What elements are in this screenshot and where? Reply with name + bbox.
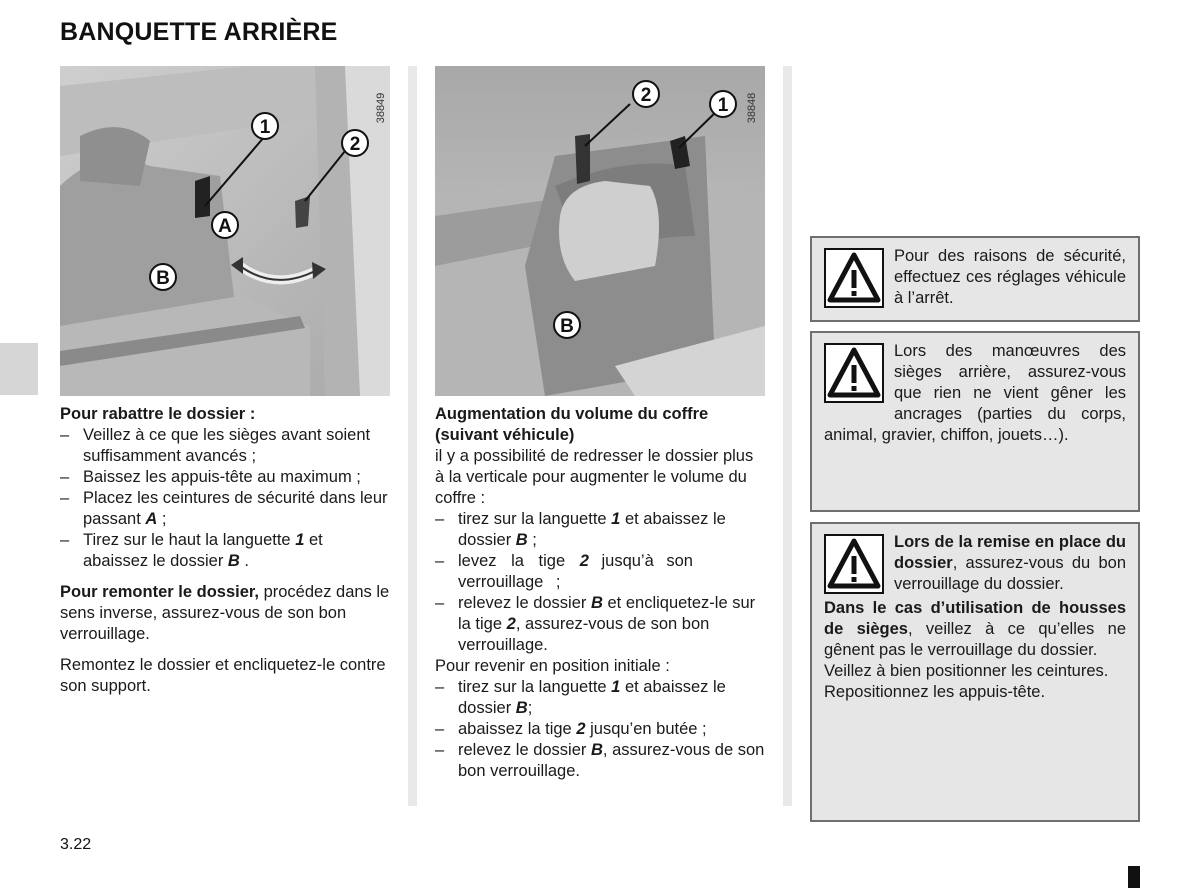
fold-heading: Pour rabattre le dossier :: [60, 405, 256, 423]
warning-box-reinstall: [810, 522, 1140, 822]
trunk-volume-illustration: [435, 66, 765, 396]
warning-triangle-icon: [824, 343, 884, 403]
fold-steps-list: [60, 425, 390, 572]
list-item: – Placez les ceintures de sécurité dans leur passant A ;: [60, 488, 390, 530]
figure-marker-2: 2: [349, 134, 361, 155]
figure-marker-1: 1: [259, 117, 271, 138]
warning-text: Pour des raisons de sécurité, effectuez ces réglages véhicule à l’arrêt.: [894, 247, 1126, 307]
warning-box-safety: [810, 236, 1140, 322]
warning-text: Lors des manœuvres des sièges arrière, assurez-vous que rien ne vient gêner les ancrages (parties du corps, animal, gravier, chiffon, jouets…).: [824, 342, 1126, 444]
trunk-steps-list: [435, 509, 765, 656]
figure-marker-2: 2: [640, 85, 652, 106]
figure-code: 38849: [375, 92, 387, 124]
warning-text: Repositionnez les appuis-tête.: [824, 683, 1046, 701]
trunk-volume-instructions: [435, 404, 765, 782]
list-item: – Baissez les appuis-tête au maximum ;: [60, 467, 390, 488]
column-separator: [783, 66, 792, 806]
list-item: – tirez sur la languette 1 et abaissez le dossier B;: [435, 677, 765, 719]
warning-text: Veillez à bien positionner les ceintures.: [824, 662, 1109, 680]
warning-text: Dans le cas d’utilisation de housses de sièges, veillez à ce qu’elles ne gênent pas le verrouillage du dossier.: [824, 599, 1126, 659]
page-title: BANQUETTE ARRIÈRE: [60, 18, 338, 46]
list-item: – relevez le dossier B, assurez-vous de son bon verrouillage.: [435, 740, 765, 782]
figure-code: 38848: [746, 92, 758, 124]
figure-marker-b: B: [560, 316, 574, 337]
page-edge-marker: [1128, 866, 1140, 888]
page-number: 3.22: [60, 836, 92, 853]
fold-instructions: [60, 404, 390, 697]
figure-marker-1: 1: [717, 95, 729, 116]
list-item: – tirez sur la languette 1 et abaissez le dossier B ;: [435, 509, 765, 551]
rear-seat-fold-illustration: [60, 66, 390, 396]
return-steps-list: [435, 677, 765, 782]
warning-triangle-icon: [824, 248, 884, 308]
trunk-heading: Augmentation du volume du coffre (suivant véhicule): [435, 405, 709, 444]
list-item: – relevez le dossier B et encliquetez-le sur la tige 2, assurez-vous de son bon verrouillage.: [435, 593, 765, 656]
warning-box-anchorage: [810, 331, 1140, 512]
return-text: Pour revenir en position initiale :: [435, 657, 670, 675]
list-item: – Veillez à ce que les sièges avant soient suffisamment avancés ;: [60, 425, 390, 467]
list-item: – abaissez la tige 2 jusqu’en butée ;: [435, 719, 765, 740]
warning-text: Lors de la remise en place du dossier, assurez-vous du bon verrouillage du dossier.: [894, 533, 1126, 593]
column-separator: [408, 66, 417, 806]
warning-triangle-icon: [824, 534, 884, 594]
chapter-side-tab: [0, 343, 38, 395]
figure-marker-b: B: [156, 268, 170, 289]
list-item: – levez la tige 2 jusqu’à son verrouillage ;: [435, 551, 765, 593]
raise-paragraph: Pour remonter le dossier, procédez dans le sens inverse, assurez-vous de son bon verrouillage.: [60, 583, 390, 643]
figure-marker-a: A: [218, 216, 232, 237]
trunk-intro: il y a possibilité de redresser le dossier plus à la verticale pour augmenter le volume du coffre :: [435, 447, 754, 507]
list-item: – Tirez sur le haut la languette 1 et abaissez le dossier B .: [60, 530, 390, 572]
reattach-paragraph: Remontez le dossier et encliquetez-le contre son support.: [60, 656, 386, 695]
